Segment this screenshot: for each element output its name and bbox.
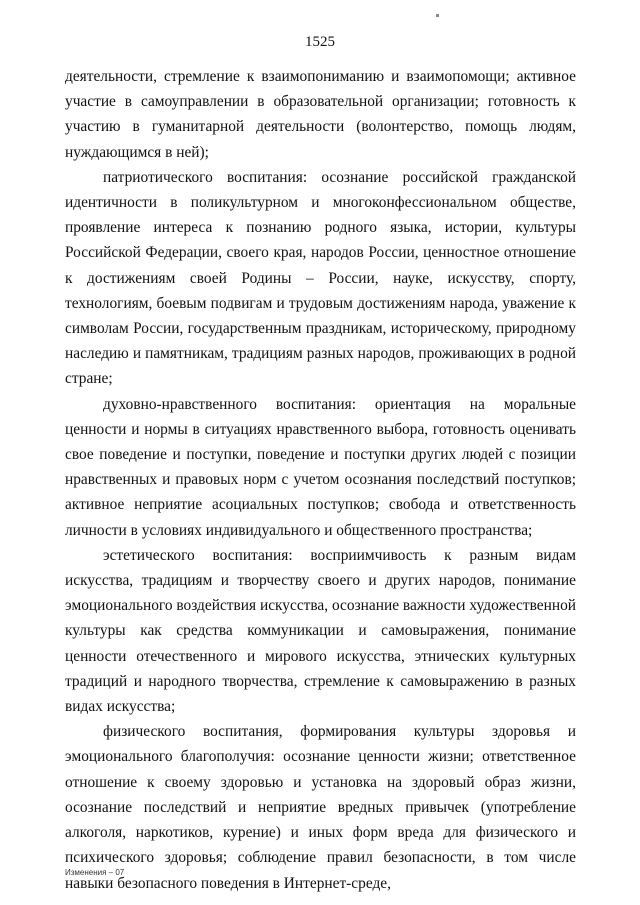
document-body	[65, 64, 576, 896]
page-number: 1525	[305, 34, 335, 50]
paragraph-spiritual-moral: духовно-нравственного воспитания: ориентация на моральные ценности и нормы в ситуациях нравственного выбора, готовность оценивать свое поведение и поступки, поведение и поступки других людей с позиции нравственных и правовых норм с учетом осознания последствий поступков; активное неприятие асоциальных поступков; свобода и ответственность личности в условиях индивидуального и общественного пространства;	[65, 395, 576, 539]
paragraph-patriotic: патриотического воспитания: осознание российской гражданской идентичности в поликультурном и многоконфессиональном обществе, проявление интереса к познанию родного языка, истории, культуры Российской Федерации, своего края, народов России, ценностное отношение к достижениям своей Родины – России, науке, искусству, спорту, технологиям, боевым подвигам и трудовым достижениям народа, уважение к символам России, государственным праздникам, историческому, природному наследию и памятникам, традициям разных народов, проживающих в родной стране;	[65, 168, 576, 388]
paragraph-physical: физического воспитания, формирования культуры здоровья и эмоционального благополучия: осознание ценности жизни; ответственное отношение к своему здоровью и установка на здоровый образ жизни, осознание последствий и неприятие вредных привычек (употребление алкоголя, наркотиков, курение) и иных форм вреда для физического и психического здоровья; соблюдение правил безопасности, в том числе навыки безопасного поведения в Интернет-среде,	[65, 723, 576, 892]
scan-speck	[436, 14, 439, 17]
paragraph-aesthetic: эстетического воспитания: восприимчивость к разным видам искусства, традициям и творчеству своего и других народов, понимание эмоционального воздействия искусства, осознание важности художественной культуры как средства коммуникации и самовыражения, понимание ценности отечественного и мирового искусства, этнических культурных традиций и народного творчества, стремление к самовыражению в разных видах искусства;	[65, 546, 576, 716]
paragraph-continuation: деятельности, стремление к взаимопониманию и взаимопомощи; активное участие в самоуправлении в образовательной организации; готовность к участию в гуманитарной деятельности (волонтерство, помощь людям, нуждающимся в ней);	[65, 68, 576, 161]
footer-revision-note: Изменения – 07	[65, 868, 125, 877]
